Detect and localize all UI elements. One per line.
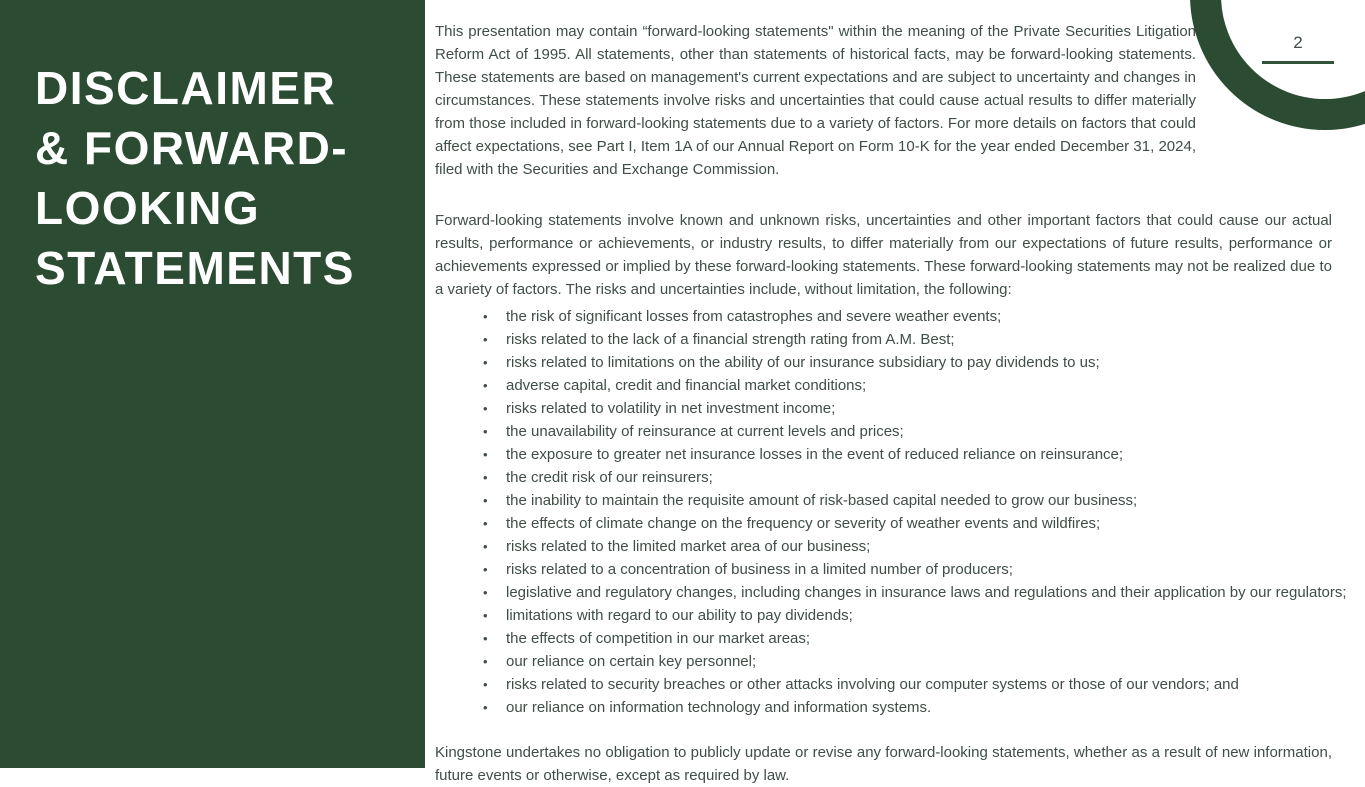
title-line-2: & FORWARD- (35, 122, 349, 174)
bullet-text: the credit risk of our reinsurers; (506, 469, 713, 486)
title-line-3: LOOKING (35, 182, 261, 234)
list-item (435, 443, 1332, 466)
bullet-icon: • (483, 378, 488, 393)
list-item (435, 328, 1332, 351)
bullet-icon: • (483, 562, 488, 577)
bullet-icon: • (483, 608, 488, 623)
disclaimer-paragraph-1: This presentation may contain “forward-looking statements" within the meaning of the Private Securities Litigation Reform Act of 1995. All statements, other than statements of historical facts, may be forward-looking statements. These statements are based on management's current expectations and are subject to uncertainty and changes in circumstances. These statements involve risks and uncertainties that could cause actual results to differ materially from those included in forward-looking statements due to a variety of factors. For more details on factors that could affect expectations, see Part I, Item 1A of our Annual Report on Form 10-K for the year ended December 31, 2024, filed with the Securities and Exchange Commission. (435, 23, 1196, 178)
list-item (435, 420, 1332, 443)
list-item (435, 305, 1332, 328)
title-line-1: DISCLAIMER (35, 62, 337, 114)
slide-body (435, 0, 1347, 787)
bullet-icon: • (483, 677, 488, 692)
bullet-icon: • (483, 654, 488, 669)
list-item (435, 351, 1332, 374)
list-item (435, 696, 1332, 719)
list-item (435, 535, 1332, 558)
bullet-icon: • (483, 493, 488, 508)
bullet-text: the effects of competition in our market areas; (506, 630, 811, 647)
bullet-icon: • (483, 516, 488, 531)
closing-paragraph: Kingstone undertakes no obligation to publicly update or revise any forward-looking statements, whether as a result of new information, future events or otherwise, except as required by law. (435, 744, 1332, 784)
bullet-icon: • (483, 631, 488, 646)
list-item (435, 374, 1332, 397)
bullet-text: the effects of climate change on the frequency or severity of weather events and wildfires; (506, 515, 1101, 532)
bullet-icon: • (483, 309, 488, 324)
bullet-text: adverse capital, credit and financial market conditions; (506, 377, 867, 394)
bullet-text: risks related to security breaches or other attacks involving our computer systems or those of our vendors; and (506, 676, 1239, 693)
bullet-icon: • (483, 401, 488, 416)
bullet-text: risks related to the limited market area of our business; (506, 538, 871, 555)
bullet-icon: • (483, 700, 488, 715)
list-item (435, 650, 1332, 673)
list-item (435, 558, 1332, 581)
bullet-icon: • (483, 332, 488, 347)
bullet-text: legislative and regulatory changes, including changes in insurance laws and regulations and their application by our regulators; (506, 584, 1347, 601)
list-item (435, 489, 1332, 512)
sidebar (0, 0, 425, 768)
page-title (35, 58, 355, 298)
bullet-text: our reliance on certain key personnel; (506, 653, 757, 670)
bullet-icon: • (483, 424, 488, 439)
list-item (435, 581, 1347, 604)
bullet-text: risks related to limitations on the ability of our insurance subsidiary to pay dividends to us; (506, 354, 1100, 371)
bullet-text: limitations with regard to our ability to pay dividends; (506, 607, 853, 624)
bullet-text: risks related to volatility in net investment income; (506, 400, 836, 417)
list-item (435, 466, 1332, 489)
title-line-4: STATEMENTS (35, 242, 355, 294)
list-item (435, 604, 1332, 627)
bullet-text: the unavailability of reinsurance at current levels and prices; (506, 423, 904, 440)
bullet-icon: • (483, 585, 488, 600)
list-item (435, 627, 1332, 650)
disclaimer-paragraph-2: Forward-looking statements involve known and unknown risks, uncertainties and other important factors that could cause our actual results, performance or achievements, or industry results, to differ materially from our expectations of future results, performance or achievements expressed or implied by these forward-looking statements. These forward-looking statements may not be realized due to a variety of factors. The risks and uncertainties include, without limitation, the following: (435, 212, 1332, 298)
bullet-icon: • (483, 447, 488, 462)
list-item (435, 512, 1332, 535)
page-number: 2 (1293, 33, 1303, 52)
bullet-text: the inability to maintain the requisite amount of risk-based capital needed to grow our business; (506, 492, 1138, 509)
bullet-text: the exposure to greater net insurance losses in the event of reduced reliance on reinsurance; (506, 446, 1124, 463)
bullet-icon: • (483, 355, 488, 370)
list-item (435, 397, 1332, 420)
bullet-text: the risk of significant losses from catastrophes and severe weather events; (506, 308, 1002, 325)
bullet-text: our reliance on information technology and information systems. (506, 699, 932, 716)
risk-bullet-list (435, 305, 1347, 719)
bullet-text: risks related to a concentration of business in a limited number of producers; (506, 561, 1013, 578)
bullet-icon: • (483, 470, 488, 485)
bullet-text: risks related to the lack of a financial strength rating from A.M. Best; (506, 331, 955, 348)
list-item (435, 673, 1332, 696)
bullet-icon: • (483, 539, 488, 554)
